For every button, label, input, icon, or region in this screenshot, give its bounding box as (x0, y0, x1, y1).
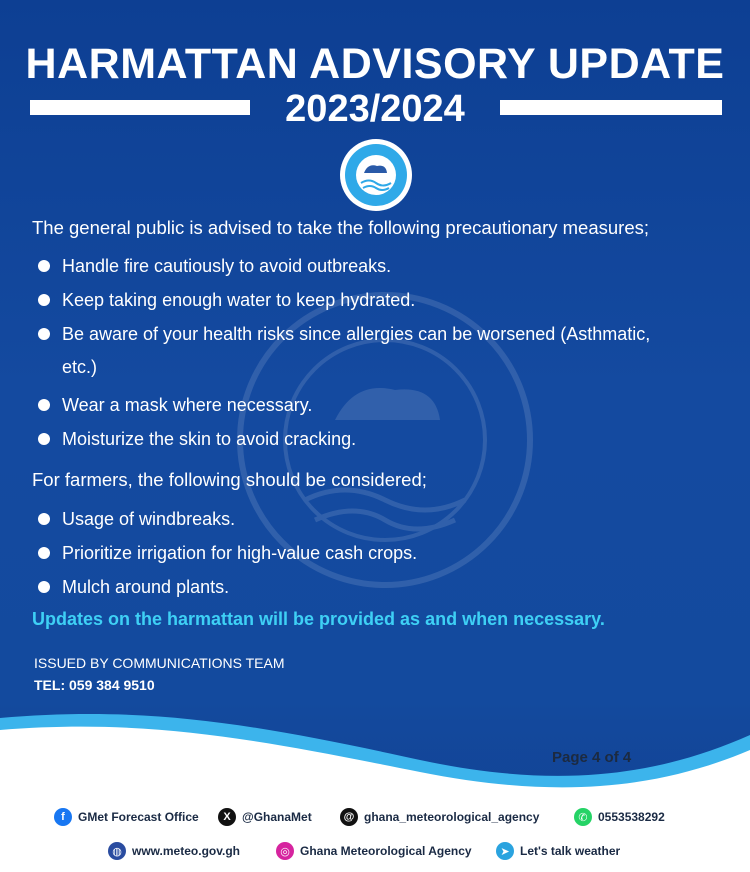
telegram-icon: ➤ (496, 842, 514, 860)
bullet-icon (38, 294, 50, 306)
title-bar-left (30, 100, 250, 115)
website-link[interactable]: ◍ www.meteo.gov.gh (108, 842, 240, 860)
list-item: Usage of windbreaks. (38, 507, 417, 541)
list-item: Be aware of your health risks since allergies can be worsened (Asthmatic, (38, 322, 650, 356)
threads-link[interactable]: @ ghana_meteorological_agency (340, 808, 539, 826)
public-measures-list-2 (38, 393, 356, 461)
list-item: Prioritize irrigation for high-value cash crops. (38, 541, 417, 575)
bullet-icon (38, 260, 50, 272)
update-notice: Updates on the harmattan will be provided as and when necessary. (32, 609, 605, 629)
list-item: Moisturize the skin to avoid cracking. (38, 427, 356, 461)
bullet-icon (38, 547, 50, 559)
threads-icon: @ (340, 808, 358, 826)
whatsapp-icon: ✆ (574, 808, 592, 826)
bullet-icon (38, 399, 50, 411)
bullet-icon (38, 328, 50, 340)
facebook-link[interactable]: f GMet Forecast Office (54, 808, 199, 826)
instagram-link[interactable]: ◎ Ghana Meteorological Agency (276, 842, 472, 860)
page-title: HARMATTAN ADVISORY UPDATE (25, 40, 725, 88)
x-link[interactable]: X @GhanaMet (218, 808, 312, 826)
list-item: Wear a mask where necessary. (38, 393, 356, 427)
whatsapp-link[interactable]: ✆ 0553538292 (574, 808, 665, 826)
bullet-icon (38, 513, 50, 525)
gmet-logo (339, 138, 413, 212)
year-label: 2023/2024 (285, 88, 465, 130)
list-item: Mulch around plants. (38, 575, 417, 609)
x-icon: X (218, 808, 236, 826)
page-indicator: Page 4 of 4 (552, 749, 632, 766)
public-measures-list (38, 254, 650, 356)
public-intro: The general public is advised to take the following precautionary measures; (32, 217, 650, 238)
instagram-icon: ◎ (276, 842, 294, 860)
farmers-intro: For farmers, the following should be considered; (32, 469, 427, 490)
globe-icon: ◍ (108, 842, 126, 860)
list-item-continuation: etc.) (62, 357, 98, 377)
list-item: Keep taking enough water to keep hydrated. (38, 288, 650, 322)
bullet-icon (38, 433, 50, 445)
list-item: Handle fire cautiously to avoid outbreaks. (38, 254, 650, 288)
telegram-link[interactable]: ➤ Let's talk weather (496, 842, 620, 860)
title-bar-right (500, 100, 722, 115)
issued-by: ISSUED BY COMMUNICATIONS TEAM (34, 655, 285, 671)
facebook-icon: f (54, 808, 72, 826)
farmers-measures-list (38, 507, 417, 609)
telephone-number[interactable]: TEL: 059 384 9510 (34, 677, 155, 693)
bullet-icon (38, 581, 50, 593)
